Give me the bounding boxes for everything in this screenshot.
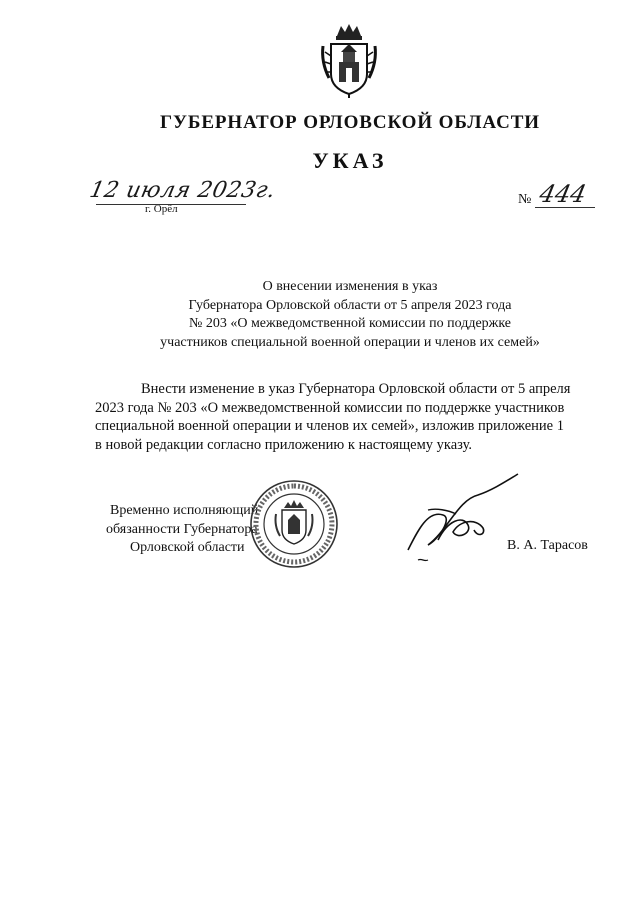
number-underline (535, 207, 595, 208)
subject-line: № 203 «О межведомственной комиссии по поддержке (188, 316, 511, 331)
handwritten-signature-icon (398, 470, 528, 570)
signatory-position (106, 502, 258, 558)
number-label: № (518, 192, 532, 207)
document-subject (120, 278, 580, 352)
position-line: обязанности Губернатора (106, 521, 258, 537)
document-body (95, 380, 605, 454)
position-line: Орловской области (130, 540, 245, 555)
subject-line: участников специальной военной операции и членов их семей» (160, 334, 540, 350)
city-label: г. Орёл (145, 203, 178, 215)
orel-oblast-coat-of-arms-icon (319, 22, 379, 98)
official-seal-icon (248, 478, 340, 570)
subject-line: О внесении изменения в указ (262, 279, 438, 294)
signer-name: В. А. Тарасов (507, 538, 588, 553)
body-line: специальной военной операции и членов их семей», изложив приложение 1 (95, 418, 564, 434)
position-line: Временно исполняющий (110, 503, 259, 518)
subject-line: Губернатора Орловской области от 5 апреля 2023 года (188, 297, 512, 313)
body-line: 2023 года № 203 «О межведомственной комиссии по поддержке участников (95, 399, 565, 416)
body-line: Внести изменение в указ Губернатора Орловской области от 5 апреля (141, 381, 571, 397)
document-type-title: УКАЗ (312, 148, 388, 173)
issuer-title: ГУБЕРНАТОР ОРЛОВСКОЙ ОБЛАСТИ (160, 112, 540, 133)
handwritten-date: 12 июля 2023г. (87, 178, 278, 203)
handwritten-number: 444 (537, 180, 589, 208)
body-line: в новой редакции согласно приложению к настоящему указу. (95, 436, 472, 453)
